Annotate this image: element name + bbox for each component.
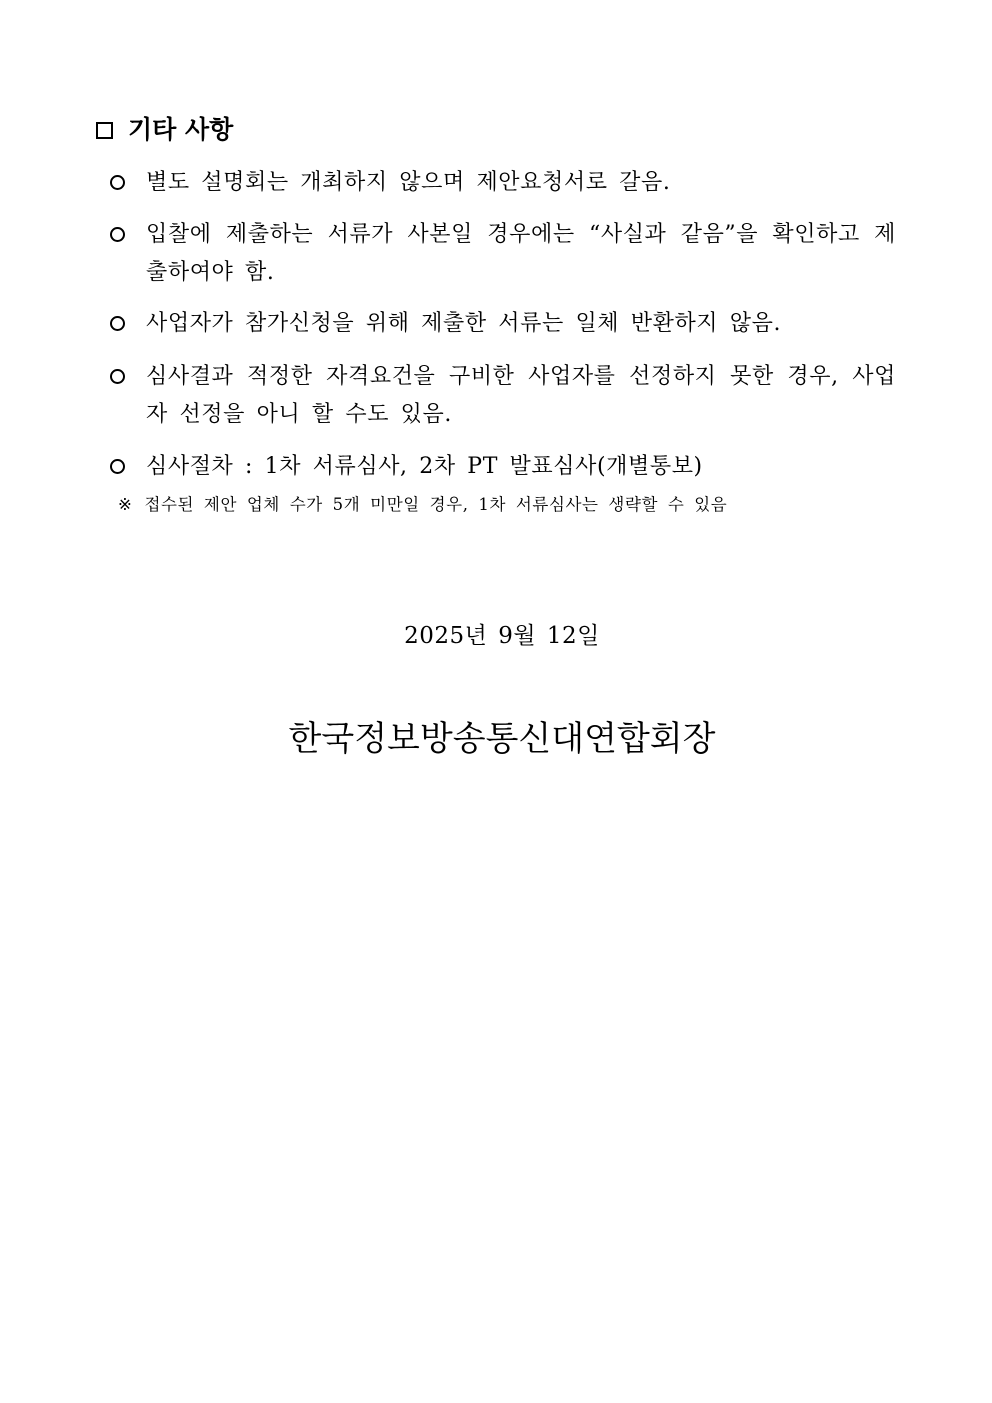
footnote xyxy=(118,492,727,518)
section-title: 기타 사항 xyxy=(128,115,234,144)
list-item xyxy=(146,164,896,202)
square-bullet-icon xyxy=(96,122,113,139)
list-item xyxy=(146,448,896,486)
circle-bullet-icon xyxy=(110,227,125,242)
list-item xyxy=(146,358,896,434)
section-heading xyxy=(96,112,233,148)
footnote-text: 접수된 제안 업체 수가 5개 미만일 경우, 1차 서류심사는 생략할 수 있음 xyxy=(144,495,728,514)
list-item-text: 사업자가 참가신청을 위해 제출한 서류는 일체 반환하지 않음. xyxy=(146,311,782,336)
circle-bullet-icon xyxy=(110,369,125,384)
document-date: 2025년 9월 12일 xyxy=(404,623,600,649)
reference-mark-icon: ※ xyxy=(118,495,133,514)
list-item-text: 심사결과 적정한 자격요건을 구비한 사업자를 선정하지 못한 경우, 사업자 선정을 아니 할 수도 있음. xyxy=(146,364,896,427)
list-item-text: 입찰에 제출하는 서류가 사본일 경우에는 “사실과 같음”을 확인하고 제출하여야 함. xyxy=(146,222,896,285)
circle-bullet-icon xyxy=(110,459,125,474)
list-item-text: 별도 설명회는 개최하지 않으며 제안요청서로 갈음. xyxy=(146,170,671,195)
circle-bullet-icon xyxy=(110,316,125,331)
list-item-text: 심사절차 : 1차 서류심사, 2차 PT 발표심사(개별통보) xyxy=(146,454,703,479)
list-item xyxy=(146,305,896,343)
organization-signature: 한국정보방송통신대연합회장 xyxy=(288,719,716,759)
circle-bullet-icon xyxy=(110,175,125,190)
list-item xyxy=(146,216,896,292)
